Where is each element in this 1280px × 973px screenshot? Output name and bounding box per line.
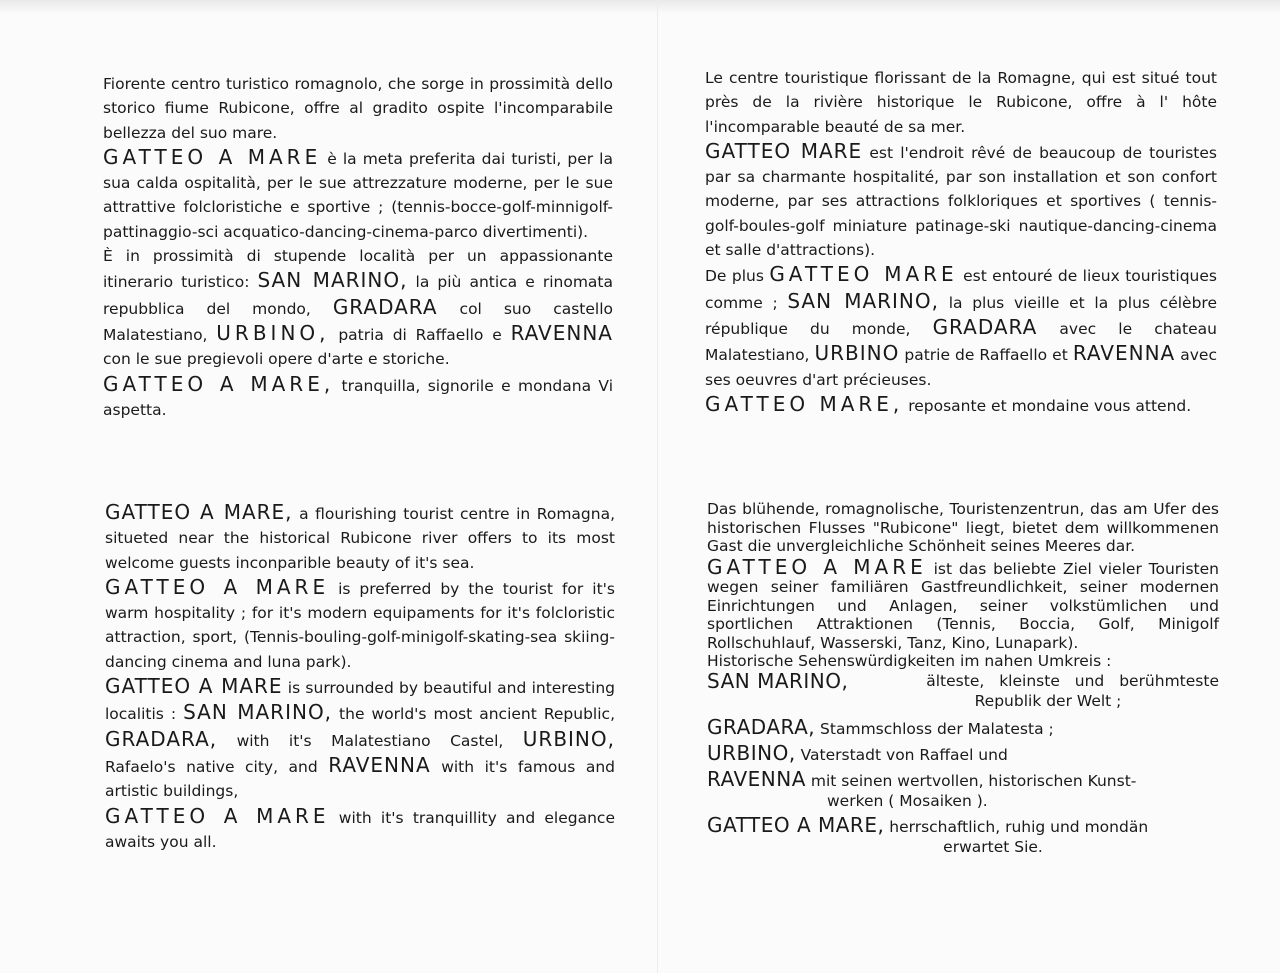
place-name: GATTEO A MARE [707,554,927,579]
french-paragraph-2: GATTEO MARE est l'endroit rêvé de beaucoup de touristes par sa charmante hospitalité, par son installation et son confort moderne, par ses attractions folkloriques et sportives ( tennis-golf-boules-golf miniature patinage-ski nautique-dancing-cinema et salle d'attractions). [705,138,1217,260]
place-name: GATTEO MARE, [705,391,904,416]
place-name: GATTEO A MARE, [707,812,885,837]
italian-paragraph-4: GATTEO A MARE, tranquilla, signorile e mondana Vi aspetta. [103,371,613,419]
german-entry-sanmarino-cont: Republik der Welt ; [974,691,1122,710]
english-text [105,500,615,854]
place-name: SAN MARINO, [257,268,408,293]
german-paragraph-3: Historische Sehenswürdigkeiten im nahen Umkreis : [707,652,1112,670]
place-name: GRADARA, [707,714,816,739]
place-name: GRADARA [932,314,1038,339]
place-name: GRADARA, [105,726,218,751]
page-edge [0,0,1280,14]
german-paragraph-2: GATTEO A MARE ist das beliebte Ziel vieler Touristen wegen seiner familiären Gastfreundlichkeit, seiner modernen Einrichtungen und Anlagen, seiner volkstümlichen und sportlichen Attraktionen (Tennis, Boccia, Golf, Minigolf Rollschuhlauf, Wasserski, Tanz, Kino, Lunapark). [707,554,1219,652]
german-paragraph-1: Das blühende, romagnolische, Touristenzentrun, das am Ufer des historischen Flusses "Rubicone" liegt, bietet dem willkommenen Gast die unvergleichliche Schönheit seines Meeres dar. [707,500,1219,555]
french-text [705,66,1217,418]
italian-paragraph-3: È in prossimità di stupende località per un appassionante itinerario turistico: SAN MARINO, la più antica e rinomata repubblica del mondo, GRADARA col suo castello Malatestiano, URBINO, patria di Raffaello e RAVENNA con le sue pregievoli opere d'arte e storiche. [103,247,613,369]
place-name: URBINO [814,341,900,366]
french-paragraph-3: De plus GATTEO MARE est entouré de lieux touristiques comme ; SAN MARINO, la plus vieille et la plus célèbre république du monde, GRADARA avec le chateau Malatestiano, URBINO patrie de Raffaello et RAVENNA avec ses oeuvres d'art précieuses. [705,262,1217,389]
place-name: GATTEO MARE [769,262,958,287]
place-name: GATTEO MARE [705,138,863,163]
place-name: SAN MARINO, [707,668,849,693]
place-name: RAVENNA [707,766,806,791]
english-paragraph-3: GATTEO A MARE is surrounded by beautiful and interesting localitis : SAN MARINO, the world's most ancient Republic, GRADARA, with it's Malatestiano Castel, URBINO, Rafaelo's native city, and RAVENNA with it's famous and artistic buildings, [105,674,615,801]
place-name: GATTEO A MARE [105,803,330,828]
place-name: GATTEO A MARE, [103,371,335,396]
place-name: GATTEO A MARE [103,144,322,169]
italian-text [103,72,613,422]
place-name: RAVENNA [510,320,613,345]
english-paragraph-1: GATTEO A MARE, a flourishing tourist centre in Romagna, situeted near the historical Rubicone river offers to its most welcome guests inconparible beauty of it's sea. [105,500,616,572]
french-paragraph-4: GATTEO MARE, reposante et mondaine vous attend. [705,391,1192,416]
place-name: URBINO, [522,726,615,751]
german-entry-sanmarino: SAN MARINO, älteste, kleinste und berühmteste [707,668,1219,693]
german-entry-final: GATTEO A MARE, herrschaftlich, ruhig und mondän [707,812,1149,837]
german-entry-urbino: URBINO, Vaterstadt von Raffael und [707,740,1008,765]
german-entry-ravenna: RAVENNA mit seinen wertvollen, historischen Kunst- [707,766,1137,791]
place-name: URBINO, [707,740,796,765]
place-name: RAVENNA [328,752,431,777]
place-name: GATTEO A MARE [105,674,283,699]
place-name: GRADARA [332,294,438,319]
place-name: RAVENNA [1072,341,1176,366]
place-name: URBINO, [216,320,330,345]
italian-paragraph-2: GATTEO A MARE è la meta preferita dai turisti, per la sua calda ospitalità, per le sue attrezzature moderne, per le sue attrattive folcloristiche e sportive ; (tennis-bocce-golf-minnigolf-pattinaggio-sci acquatico-dancing-cinema-parco divertimenti). [103,144,613,241]
german-entry-gradara: GRADARA, Stammschloss der Malatesta ; [707,714,1054,739]
german-entry-final-cont: erwartet Sie. [943,837,1043,856]
german-entry-ravenna-cont: werken ( Mosaiken ). [827,791,988,810]
place-name: GATTEO A MARE, [105,500,293,524]
italian-paragraph-1: Fiorente centro turistico romagnolo, che sorge in prossimità dello storico fiume Rubicone, offre al gradito ospite l'incomparabile bellezza del suo mare. [103,75,613,142]
place-name: SAN MARINO, [183,700,333,725]
french-paragraph-1: Le centre touristique florissant de la Romagne, qui est situé tout près de la rivière historique le Rubicone, offre à l' hôte l'incomparable beauté de sa mer. [705,69,1217,136]
german-text [707,500,1219,857]
place-name: GATTEO A MARE [105,574,330,599]
english-paragraph-4: GATTEO A MARE with it's tranquillity and elegance awaits you all. [105,803,615,851]
english-paragraph-2: GATTEO A MARE is preferred by the tourist for it's warm hospitality ; for it's modern equipaments for it's folcloristic attraction, sport, (Tennis-bouling-golf-minigolf-skating-sea skiing-dancing cinema and luna park). [105,574,615,671]
place-name: SAN MARINO, [787,288,939,313]
page-fold [657,0,658,973]
